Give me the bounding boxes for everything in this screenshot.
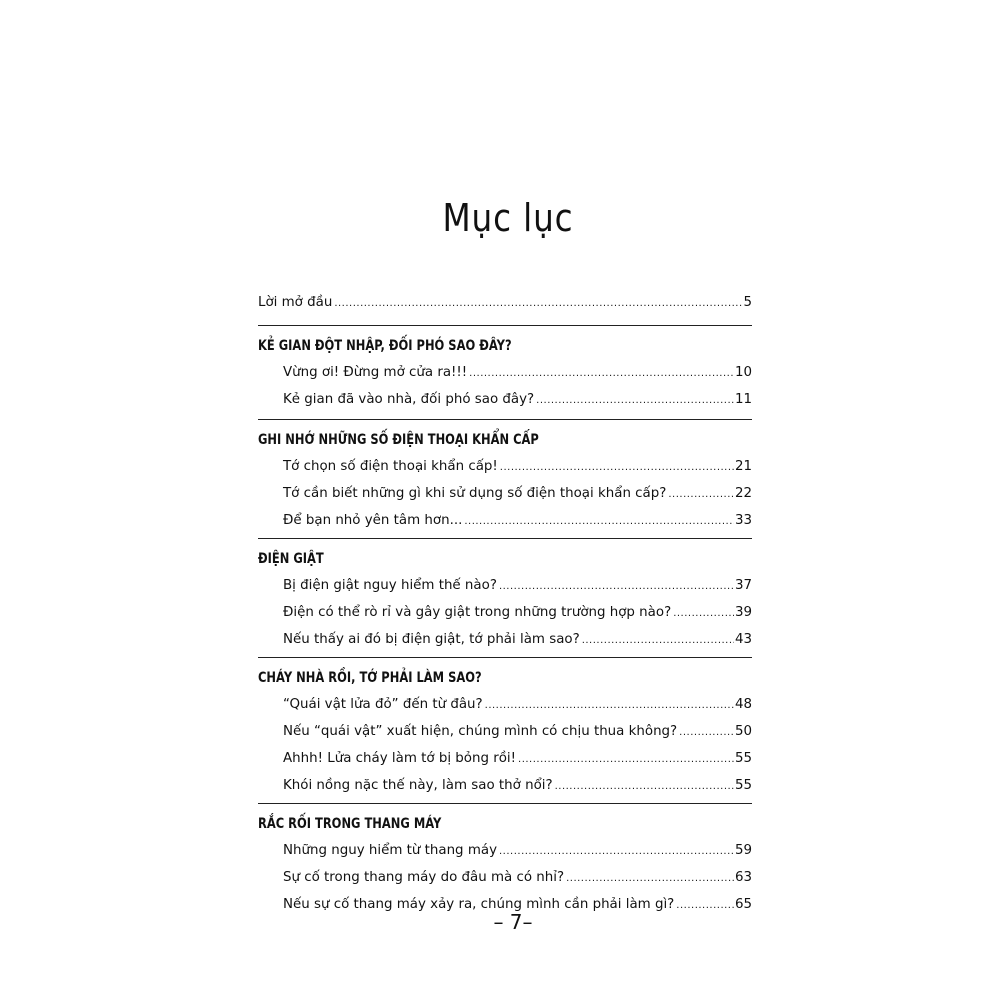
toc-entry-page: 50 xyxy=(734,724,752,739)
toc-entry-label: Tớ cần biết những gì khi sử dụng số điện thoại khẩn cấp? xyxy=(283,486,667,501)
toc-section xyxy=(258,326,752,419)
dot-leader xyxy=(679,724,734,742)
toc-entry-page: 22 xyxy=(734,486,752,501)
toc-entry-page: 11 xyxy=(734,392,752,407)
toc-entry-label: Bị điện giật nguy hiểm thế nào? xyxy=(283,578,497,593)
toc-entry xyxy=(283,512,752,531)
dot-leader xyxy=(536,392,734,410)
toc-entry xyxy=(283,723,752,742)
section-heading: ĐIỆN GIẬT xyxy=(258,551,324,567)
toc-entry-page: 21 xyxy=(734,459,752,474)
section-heading: CHÁY NHÀ RỒI, TỚ PHẢI LÀM SAO? xyxy=(258,670,482,686)
dot-leader xyxy=(555,778,734,796)
toc-entry-page: 65 xyxy=(734,897,752,912)
toc-entry xyxy=(283,777,752,796)
dot-leader xyxy=(469,365,734,383)
toc-entry xyxy=(283,604,752,623)
toc-entry-page: 33 xyxy=(734,513,752,528)
page-title: Mục lục xyxy=(442,196,574,240)
toc-entry-label: Điện có thể rò rỉ và gây giật trong những trường hợp nào? xyxy=(283,605,672,620)
section-heading: GHI NHỚ NHỮNG SỐ ĐIỆN THOẠI KHẨN CẤP xyxy=(258,432,539,448)
toc-entry-page: 48 xyxy=(734,697,752,712)
toc-entry-label: Nếu thấy ai đó bị điện giật, tớ phải làm sao? xyxy=(283,632,580,647)
toc-entry-label: Để bạn nhỏ yên tâm hơn... xyxy=(283,513,463,528)
toc-entry xyxy=(283,485,752,504)
dot-leader xyxy=(485,697,734,715)
toc-entry-intro xyxy=(258,294,752,313)
toc-entry-page: 55 xyxy=(734,751,752,766)
dot-leader xyxy=(668,486,734,504)
toc-entry-label: Khói nồng nặc thế này, làm sao thở nổi? xyxy=(283,778,553,793)
dot-leader xyxy=(334,295,742,313)
toc-entry xyxy=(283,696,752,715)
toc-entry-page: 37 xyxy=(734,578,752,593)
toc-entry-label: Lời mở đầu xyxy=(258,295,333,310)
dot-leader xyxy=(673,605,734,623)
toc-entry-page: 39 xyxy=(734,605,752,620)
dot-leader xyxy=(499,843,734,861)
toc-entry-label: Ahhh! Lửa cháy làm tớ bị bỏng rồi! xyxy=(283,751,517,766)
toc-entry-page: 55 xyxy=(734,778,752,793)
page-number: – 7– xyxy=(493,910,533,934)
dot-leader xyxy=(566,870,734,888)
toc-entry-label: “Quái vật lửa đỏ” đến từ đâu? xyxy=(283,697,483,712)
toc-entry-page: 43 xyxy=(734,632,752,647)
toc-entry-page: 5 xyxy=(743,295,752,310)
toc-entry-label: Sự cố trong thang máy do đâu mà có nhỉ? xyxy=(283,870,565,885)
toc-section xyxy=(258,539,752,657)
toc-entry-label: Nếu “quái vật” xuất hiện, chúng mình có chịu thua không? xyxy=(283,724,678,739)
dot-leader xyxy=(582,632,734,650)
toc-section xyxy=(258,658,752,803)
toc-entry xyxy=(283,842,752,861)
toc-entry xyxy=(283,577,752,596)
toc-entry xyxy=(283,458,752,477)
dot-leader xyxy=(518,751,734,769)
toc-section xyxy=(258,420,752,538)
toc-entry-label: Kẻ gian đã vào nhà, đối phó sao đây? xyxy=(283,392,535,407)
toc-entry xyxy=(283,391,752,410)
toc-entry xyxy=(283,631,752,650)
toc-entry xyxy=(283,869,752,888)
toc-entry-label: Nếu sự cố thang máy xảy ra, chúng mình cần phải làm gì? xyxy=(283,897,675,912)
toc-entry xyxy=(283,364,752,383)
table-of-contents xyxy=(258,294,752,915)
toc-entry xyxy=(283,750,752,769)
toc-section xyxy=(258,804,752,915)
toc-entry-page: 59 xyxy=(734,843,752,858)
dot-leader xyxy=(464,513,734,531)
dot-leader xyxy=(500,459,734,477)
section-heading: KẺ GIAN ĐỘT NHẬP, ĐỐI PHÓ SAO ĐÂY? xyxy=(258,338,512,354)
section-heading: RẮC RỐI TRONG THANG MÁY xyxy=(258,816,442,832)
toc-entry-page: 63 xyxy=(734,870,752,885)
toc-entry-label: Tớ chọn số điện thoại khẩn cấp! xyxy=(283,459,498,474)
dot-leader xyxy=(499,578,734,596)
toc-entry-page: 10 xyxy=(734,365,752,380)
toc-entry-label: Những nguy hiểm từ thang máy xyxy=(283,843,497,858)
toc-entry-label: Vừng ơi! Đừng mở cửa ra!!! xyxy=(283,365,468,380)
